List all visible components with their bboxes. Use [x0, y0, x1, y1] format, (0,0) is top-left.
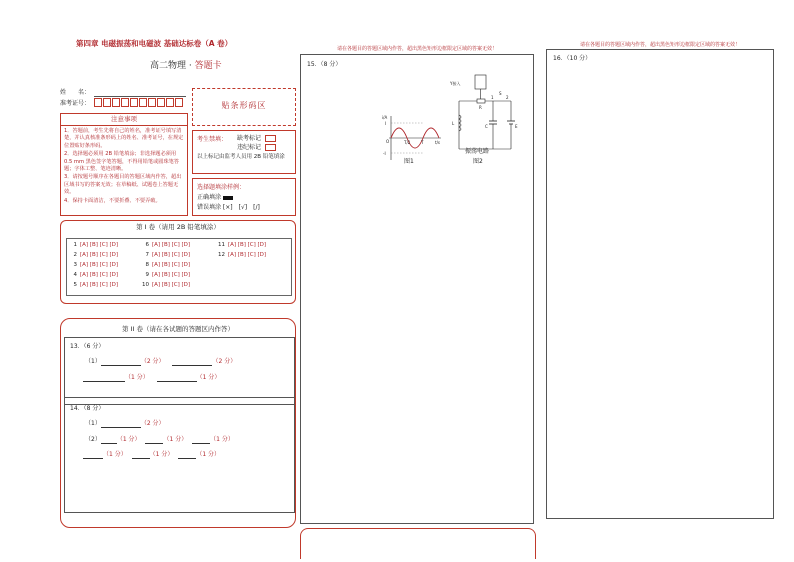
q13-label: 13．（6 分） [70, 343, 105, 350]
figure2-caption: 图2 [473, 158, 483, 165]
q13-line1: （1） （2 分） （2 分） [85, 358, 237, 365]
resistor-label: R [479, 105, 482, 110]
circuit-subtitle: 振荡电路 [465, 148, 490, 155]
card-subtitle [150, 58, 222, 71]
answer-blank[interactable] [101, 420, 141, 428]
violation-flag[interactable]: 违纪标记 [237, 143, 276, 152]
answer-blank[interactable] [101, 436, 117, 444]
warning-top-middle: 请在各题目的答题区域内作答，超出黑色矩形边框限定区域的答案无效！ [336, 46, 497, 52]
notice-item: 3．请按题号顺序在各题目的答题区域内作答，超出区域书写的答案无效；在草稿纸、试题卷上答题无效。 [64, 174, 182, 196]
switch-label: S [499, 91, 502, 96]
exam-id-digit-box[interactable] [166, 98, 174, 107]
name-label: 姓 名： [60, 89, 91, 96]
choice-row[interactable] [69, 280, 118, 290]
notice-box [60, 113, 188, 216]
answer-bubbles[interactable]: [A] [B] [C] [D] [152, 242, 191, 248]
choice-row[interactable] [141, 270, 190, 280]
question-number: 6 [145, 242, 149, 248]
choice-row[interactable] [141, 260, 190, 270]
answer-bubbles[interactable]: [A] [B] [C] [D] [80, 252, 119, 258]
warning-top-right: 请在各题目的答题区域内作答，超出黑色矩形边框限定区域的答案无效！ [579, 42, 740, 48]
choice-row[interactable] [141, 240, 190, 250]
answer-bubbles[interactable]: [A] [B] [C] [D] [80, 272, 119, 278]
choice-row[interactable] [69, 240, 118, 250]
answer-blank[interactable] [83, 451, 103, 459]
q14-line3: （1 分） （1 分） （1 分） [83, 450, 220, 459]
answer-bubbles[interactable]: [A] [B] [C] [D] [80, 242, 119, 248]
subtitle-dot: · [188, 61, 192, 71]
choice-row[interactable] [141, 250, 190, 260]
answer-blank[interactable] [157, 374, 197, 382]
answer-blank[interactable] [192, 436, 210, 444]
question-number: 4 [73, 272, 77, 278]
question-number: 5 [73, 282, 77, 288]
q15-answer-area [300, 54, 534, 524]
tick-full: T [421, 140, 424, 145]
fill-example-title: 选择题填涂样例： [197, 184, 246, 191]
barcode-label: 贴条形码区 [221, 101, 267, 110]
question-number: 10 [142, 282, 149, 288]
answer-blank[interactable] [101, 358, 141, 366]
question-number: 2 [73, 252, 77, 258]
exam-id-digit-box[interactable] [130, 98, 138, 107]
q15-label: 15．（8 分） [307, 61, 342, 68]
contact-1-label: 1 [491, 95, 494, 100]
exam-id-digit-box[interactable] [157, 98, 165, 107]
wrong-fill: 错误填涂 [×] [√] [/] [197, 204, 260, 211]
fill-example-box [192, 178, 296, 216]
choice-row[interactable] [141, 280, 190, 290]
flags-note: 以上标记由监考人员用 2B 铅笔填涂 [197, 154, 285, 160]
tick-ineg: -I [383, 151, 386, 156]
notice-item: 4．保持卡面清洁，不要折叠、不要弄破。 [64, 197, 161, 204]
tick-i0: I [385, 121, 387, 126]
choice-row[interactable] [217, 240, 266, 250]
choice-row[interactable] [69, 250, 118, 260]
absent-flag[interactable]: 缺考标记 [237, 134, 276, 143]
battery-label: E [515, 124, 518, 129]
exam-title: 第四章 电磁振荡和电磁波 基础达标卷（A 卷） [76, 39, 233, 48]
choice-column [141, 240, 190, 290]
q13-box [64, 337, 295, 405]
exam-id-digit-box[interactable] [112, 98, 120, 107]
notice-item: 1．答题前，考生先将自己的姓名，准考证号填写清楚，并认真核准条形码上的姓名、准考证号，在规定位置贴好条形码。 [64, 128, 184, 149]
question-number: 9 [145, 272, 149, 278]
question-number: 1 [73, 242, 77, 248]
q14-line2: （2） （1 分） （1 分） （1 分） [85, 436, 234, 443]
notice-title: 注意事项 [61, 114, 187, 126]
answer-blank[interactable] [172, 358, 212, 366]
inductor-label: L [452, 121, 455, 126]
q14-line1: （1） （2 分） [85, 420, 165, 427]
answer-bubbles[interactable]: [A] [B] [C] [D] [228, 242, 267, 248]
answer-blank[interactable] [132, 451, 150, 459]
answer-blank[interactable] [83, 374, 125, 382]
contact-2-label: 2 [506, 95, 509, 100]
middle-bottom-frame [300, 528, 536, 559]
subject-label: 高二物理 [150, 61, 187, 71]
question-number: 12 [218, 252, 225, 258]
exam-id-label: 准考证号： [60, 100, 91, 107]
part2-title: 第 II 卷（请在各试题的答题区内作答） [122, 325, 234, 333]
part1-title: 第 I 卷（请用 2B 铅笔填涂） [136, 223, 220, 231]
origin-label: O [386, 139, 390, 144]
exam-id-digit-box[interactable] [139, 98, 147, 107]
choice-row[interactable] [69, 260, 118, 270]
answer-bubbles[interactable]: [A] [B] [C] [D] [152, 282, 191, 288]
choice-row[interactable] [69, 270, 118, 280]
notice-list [61, 126, 187, 208]
axis-i-label: i/A [382, 115, 388, 120]
flags-label: 考生禁填： [197, 136, 228, 143]
question-number: 11 [218, 242, 225, 248]
q13-line2: （1 分） （1 分） [83, 373, 220, 382]
name-field[interactable] [94, 96, 186, 97]
question-number: 8 [145, 262, 149, 268]
choice-column [69, 240, 118, 290]
q16-label: 16．（10 分） [553, 55, 592, 62]
capacitor-label: C [485, 124, 488, 129]
figure1-caption: 图1 [404, 158, 414, 165]
choice-column [217, 240, 266, 260]
question-number: 3 [73, 262, 77, 268]
choice-row[interactable] [217, 250, 266, 260]
exam-id-digit-box[interactable] [94, 98, 102, 107]
card-type-label: 答题卡 [194, 61, 222, 71]
answer-bubbles[interactable]: [A] [B] [C] [D] [228, 252, 267, 258]
correct-fill: 正确填涂 [197, 193, 233, 202]
q16-answer-area [546, 49, 774, 519]
question-number: 7 [145, 252, 149, 258]
q14-label: 14．（8 分） [70, 405, 105, 412]
answer-bubbles[interactable]: [A] [B] [C] [D] [152, 262, 191, 268]
exam-id-digit-box[interactable] [175, 98, 183, 107]
answer-blank[interactable] [178, 451, 196, 459]
current-time-graph [381, 113, 443, 163]
part2-box [60, 318, 296, 528]
exam-id-digit-box[interactable] [148, 98, 156, 107]
barcode-area [192, 88, 296, 126]
exam-id-boxes[interactable] [94, 98, 184, 107]
answer-bubbles[interactable]: [A] [B] [C] [D] [152, 272, 191, 278]
oscillation-circuit [449, 73, 521, 157]
answer-bubbles[interactable]: [A] [B] [C] [D] [80, 262, 119, 268]
answer-blank[interactable] [145, 436, 163, 444]
answer-bubbles[interactable]: [A] [B] [C] [D] [80, 282, 119, 288]
candidate-flags-box [192, 130, 296, 174]
tick-half: T/2 [404, 140, 411, 145]
exam-id-digit-box[interactable] [103, 98, 111, 107]
notice-item: 2．选择题必须用 2B 铅笔填涂；非选择题必须用 0.5 mm 黑色签字笔答题，不得用铅笔或圆珠笔答题；字体工整、笔迹清晰。 [64, 151, 180, 173]
input-label: Y接入 [450, 81, 461, 86]
axis-t-label: t/s [435, 140, 440, 145]
q14-box [64, 397, 295, 513]
part1-box [60, 220, 296, 304]
answer-bubbles[interactable]: [A] [B] [C] [D] [152, 252, 191, 258]
exam-id-digit-box[interactable] [121, 98, 129, 107]
